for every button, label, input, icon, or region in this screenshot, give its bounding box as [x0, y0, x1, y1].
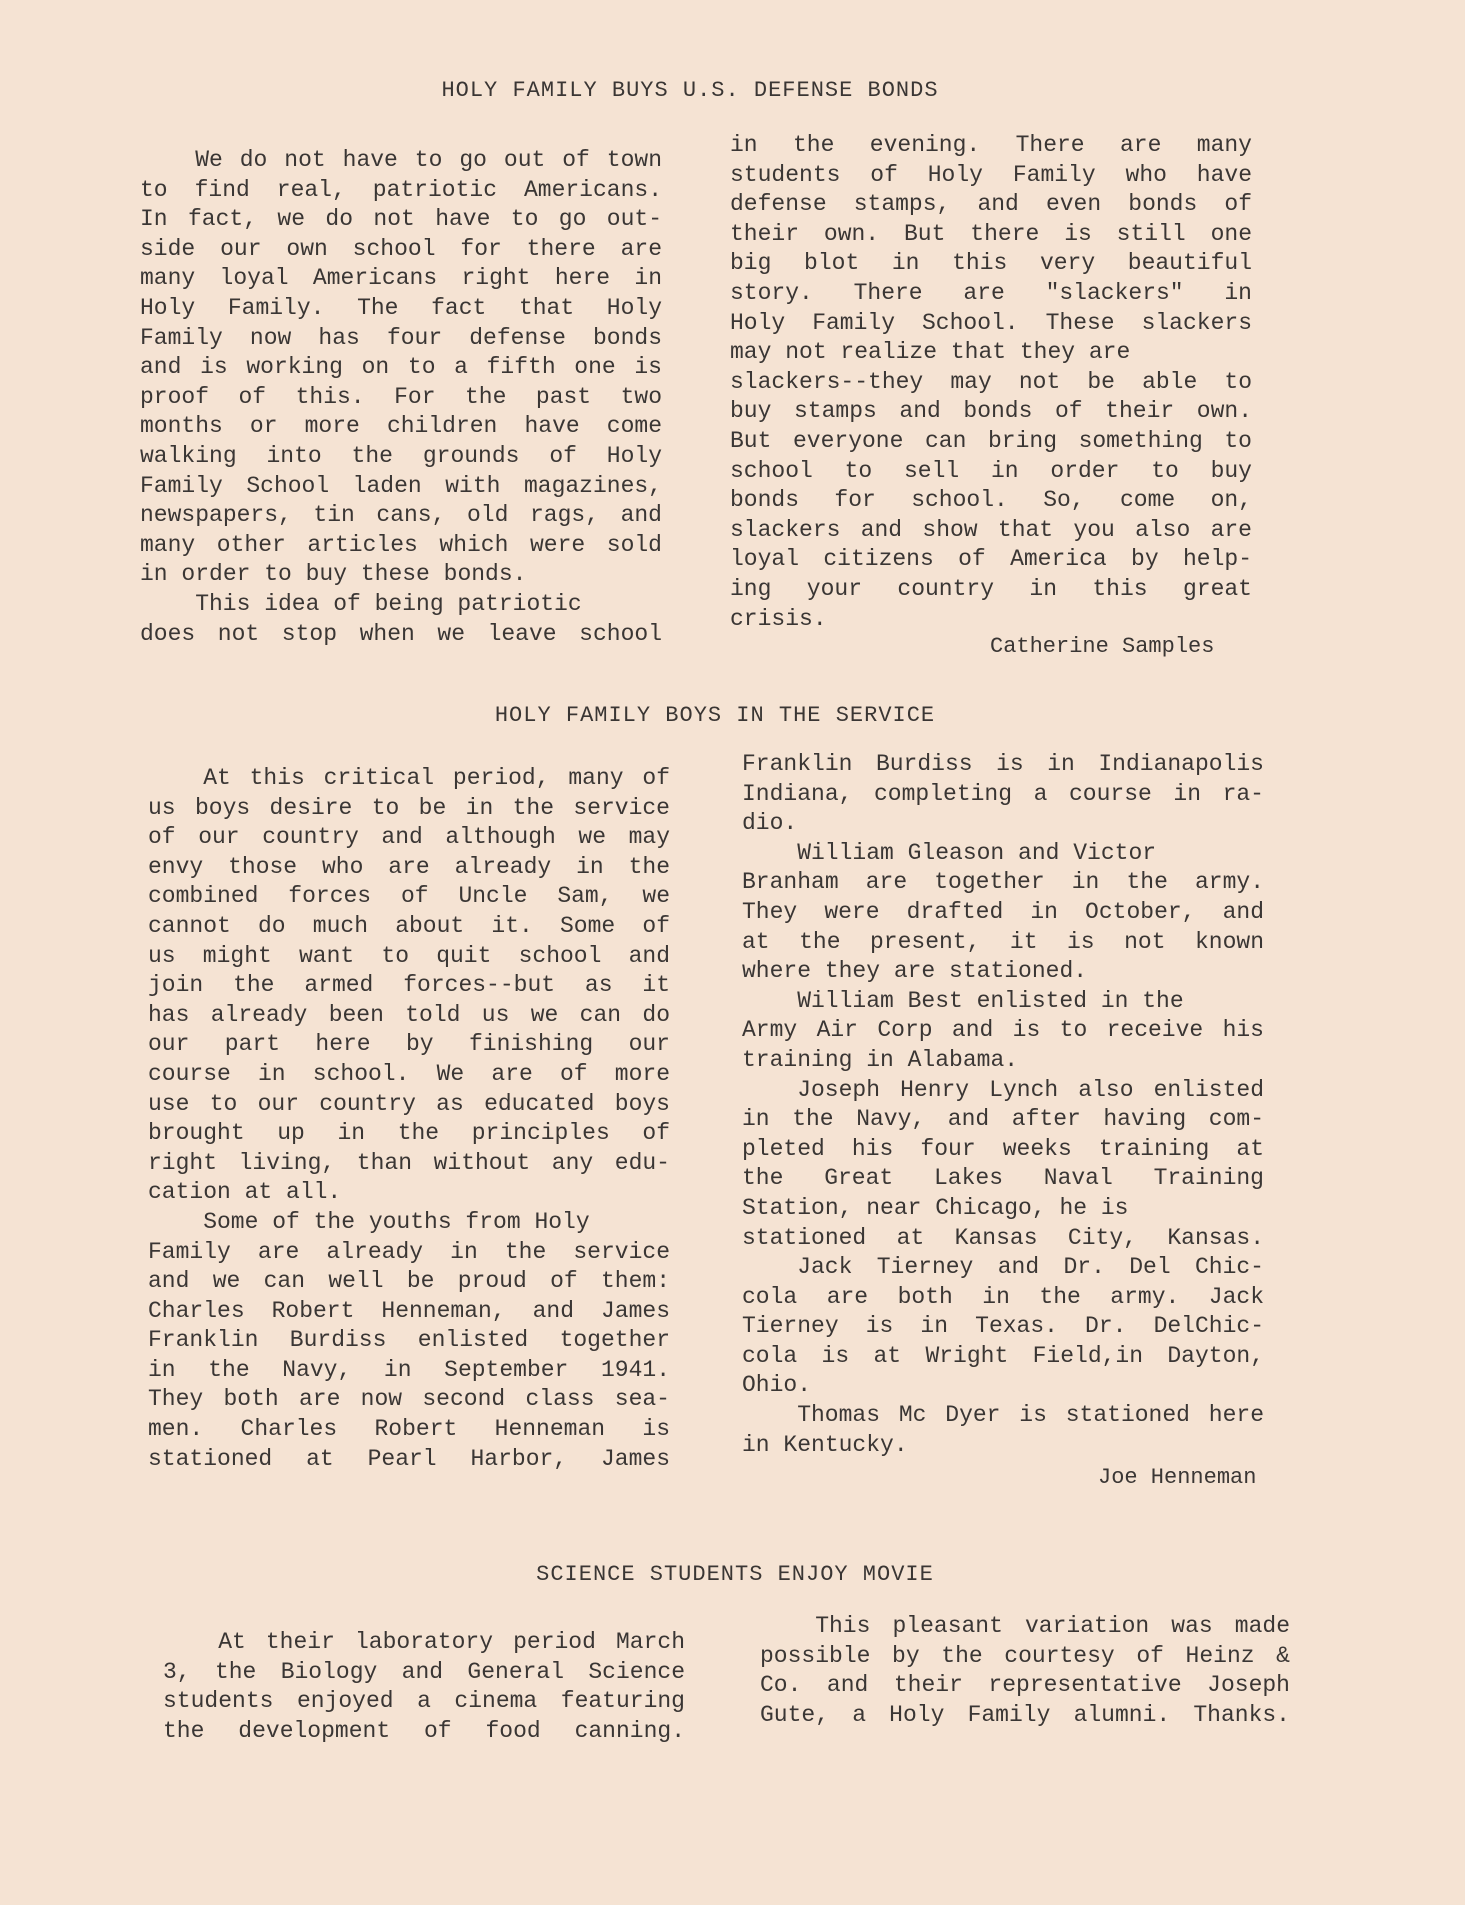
- text-line: many other articles which were sold: [140, 531, 662, 558]
- text-line: Family now has four defense bonds: [140, 324, 662, 351]
- text-line: us might want to quit school and: [148, 942, 670, 969]
- text-line: But everyone can bring something to: [730, 427, 1252, 454]
- text-line: in order to buy these bonds.: [140, 561, 527, 588]
- text-line: cola are both in the army. Jack: [742, 1283, 1264, 1310]
- text-line: the Great Lakes Naval Training: [742, 1165, 1264, 1192]
- text-line: Franklin Burdiss enlisted together: [148, 1327, 670, 1354]
- text-line: side our own school for there are: [140, 235, 662, 262]
- text-line: combined forces of Uncle Sam, we: [148, 883, 670, 910]
- text-line: us boys desire to be in the service: [148, 794, 670, 821]
- article-left-column: [140, 146, 662, 649]
- text-line: We do not have to go out of town: [195, 147, 662, 173]
- text-line: join the armed forces--but as it: [148, 972, 670, 999]
- text-line: their own. But there is still one: [730, 220, 1252, 247]
- text-line: does not stop when we leave school: [140, 620, 662, 647]
- text-line: many loyal Americans right here in: [140, 265, 662, 292]
- text-line: stationed at Kansas City, Kansas.: [742, 1224, 1264, 1251]
- text-line: to find real, patriotic Americans.: [140, 176, 662, 203]
- text-line: They were drafted in October, and: [742, 898, 1264, 925]
- article-title: SCIENCE STUDENTS ENJOY MOVIE: [536, 1562, 934, 1587]
- text-line: This pleasant variation was made: [815, 1613, 1290, 1639]
- text-line: Jack Tierney and Dr. Del Chic-: [797, 1254, 1264, 1281]
- text-line: Franklin Burdiss is in Indianapolis: [742, 751, 1264, 777]
- text-line: Family School laden with magazines,: [140, 472, 662, 499]
- text-line: defense stamps, and even bonds of: [730, 191, 1252, 218]
- text-line: Joseph Henry Lynch also enlisted: [797, 1076, 1264, 1103]
- text-line: in the evening. There are many: [730, 132, 1252, 158]
- article-left-column: [163, 1628, 685, 1746]
- text-line: and is working on to a fifth one is: [140, 354, 662, 381]
- text-line: has already been told us we can do: [148, 1001, 670, 1028]
- text-line: Holy Family. The fact that Holy: [140, 294, 662, 321]
- text-line: envy those who are already in the: [148, 853, 670, 880]
- text-line: 3, the Biology and General Science: [163, 1658, 685, 1685]
- text-line: Holy Family School. These slackers: [730, 309, 1252, 336]
- text-line: our part here by finishing our: [148, 1031, 670, 1058]
- text-line: Indiana, completing a course in ra-: [742, 780, 1264, 807]
- text-line: proof of this. For the past two: [140, 383, 662, 410]
- text-line: dio.: [742, 810, 798, 837]
- article-right-column: [760, 1612, 1290, 1730]
- text-line: training in Alabama.: [742, 1046, 1019, 1073]
- text-line: Family are already in the service: [148, 1238, 670, 1265]
- text-line: bonds for school. So, come on,: [730, 487, 1252, 514]
- text-line: Gute, a Holy Family alumni. Thanks.: [760, 1701, 1290, 1728]
- text-line: at the present, it is not known: [742, 928, 1264, 955]
- text-line: the development of food canning.: [163, 1717, 685, 1744]
- text-line: In fact, we do not have to go out-: [140, 206, 662, 233]
- text-line: stationed at Pearl Harbor, James: [148, 1445, 670, 1472]
- text-line: school to sell in order to buy: [730, 457, 1252, 484]
- text-line: in Kentucky.: [742, 1431, 908, 1458]
- text-line: At this critical period, many of: [203, 765, 670, 791]
- text-line: newspapers, tin cans, old rags, and: [140, 502, 662, 529]
- text-line: men. Charles Robert Henneman is: [148, 1416, 670, 1443]
- text-line: walking into the grounds of Holy: [140, 442, 662, 469]
- text-line: students enjoyed a cinema featuring: [163, 1688, 685, 1715]
- text-line: big blot in this very beautiful: [730, 250, 1252, 277]
- article-author: Joe Henneman: [1098, 1465, 1257, 1490]
- text-line: cation at all.: [148, 1179, 342, 1206]
- text-line: Charles Robert Henneman, and James: [148, 1297, 670, 1324]
- text-line: and we can well be proud of them:: [148, 1268, 670, 1295]
- article-left-column: [148, 764, 670, 1474]
- text-line: may not realize that they are: [730, 339, 1131, 366]
- text-line: where they are stationed.: [742, 958, 1088, 985]
- text-line: This idea of being patriotic: [195, 590, 582, 617]
- text-line: Branham are together in the army.: [742, 869, 1264, 896]
- text-line: At their laboratory period March: [218, 1629, 685, 1655]
- text-line: Ohio.: [742, 1372, 812, 1399]
- text-line: crisis.: [730, 605, 827, 632]
- text-line: Tierney is in Texas. Dr. DelChic-: [742, 1313, 1264, 1340]
- text-line: cola is at Wright Field,in Dayton,: [742, 1342, 1264, 1369]
- text-line: slackers and show that you also are: [730, 516, 1252, 543]
- text-line: brought up in the principles of: [148, 1120, 670, 1147]
- text-line: pleted his four weeks training at: [742, 1135, 1264, 1162]
- text-line: They both are now second class sea-: [148, 1386, 670, 1413]
- text-line: students of Holy Family who have: [730, 161, 1252, 188]
- text-line: loyal citizens of America by help-: [730, 546, 1252, 573]
- article-author: Catherine Samples: [990, 634, 1215, 659]
- text-line: course in school. We are of more: [148, 1060, 670, 1087]
- text-line: slackers--they may not be able to: [730, 368, 1252, 395]
- text-line: Some of the youths from Holy: [203, 1208, 590, 1235]
- text-line: right living, than without any edu-: [148, 1149, 670, 1176]
- text-line: cannot do much about it. Some of: [148, 912, 670, 939]
- text-line: Station, near Chicago, he is: [742, 1194, 1129, 1221]
- article-right-column: [742, 750, 1264, 1460]
- text-line: use to our country as educated boys: [148, 1090, 670, 1117]
- text-line: William Gleason and Victor: [797, 839, 1157, 866]
- article-title: HOLY FAMILY BUYS U.S. DEFENSE BONDS: [441, 78, 939, 103]
- article-title: HOLY FAMILY BOYS IN THE SERVICE: [494, 703, 936, 728]
- text-line: months or more children have come: [140, 413, 662, 440]
- text-line: possible by the courtesy of Heinz &: [760, 1642, 1290, 1669]
- text-line: in the Navy, in September 1941.: [148, 1356, 670, 1383]
- text-line: Army Air Corp and is to receive his: [742, 1017, 1264, 1044]
- article-right-column: [730, 131, 1252, 634]
- text-line: Thomas Mc Dyer is stationed here: [797, 1402, 1264, 1429]
- text-line: William Best enlisted in the: [797, 987, 1184, 1014]
- text-line: in the Navy, and after having com-: [742, 1106, 1264, 1133]
- text-line: ing your country in this great: [730, 575, 1252, 602]
- text-line: buy stamps and bonds of their own.: [730, 398, 1252, 425]
- text-line: Co. and their representative Joseph: [760, 1672, 1290, 1699]
- text-line: of our country and although we may: [148, 824, 670, 851]
- text-line: story. There are "slackers" in: [730, 279, 1252, 306]
